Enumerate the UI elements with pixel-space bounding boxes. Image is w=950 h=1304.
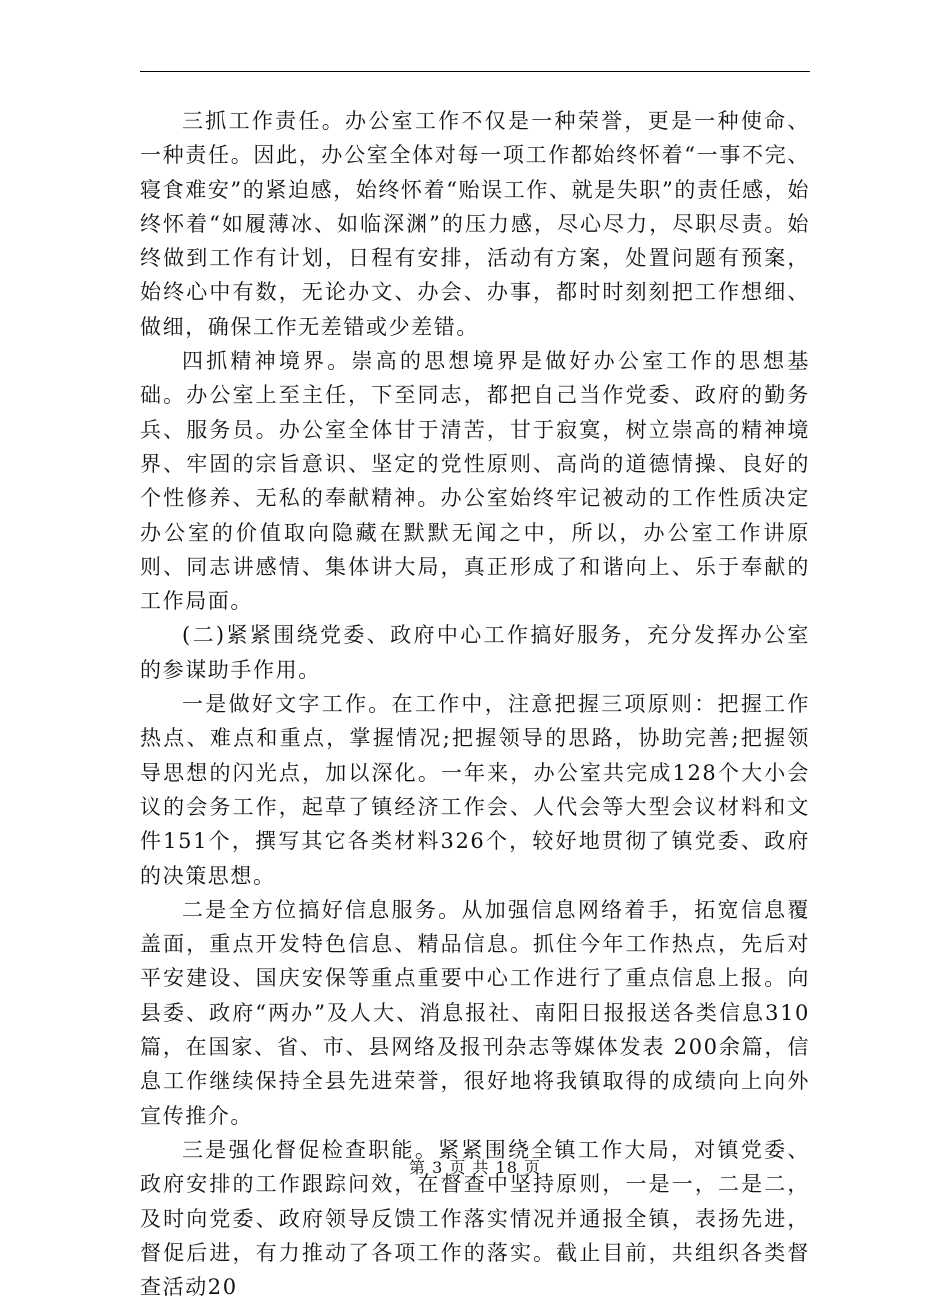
paragraph-writing-work: 一是做好文字工作。在工作中，注意把握三项原则：把握工作热点、难点和重点，掌握情况;把握领导的思路，协助完善;把握领导思想的闪光点，加以深化。一年来，办公室共完成128个大小会议的会务工作，起草了镇经济工作会、人代会等大型会议材料和文件151个，撰写其它各类材料326个，较好地贯彻了镇党委、政府的决策思想。 [140, 692, 810, 888]
section-heading-service: (二)紧紧围绕党委、政府中心工作搞好服务，充分发挥办公室的参谋助手作用。 [140, 623, 810, 682]
page-footer [0, 1155, 950, 1178]
page-number-label: 第 3 页 共 18 页 [409, 1158, 541, 1177]
paragraph-work-responsibility: 三抓工作责任。办公室工作不仅是一种荣誉，更是一种使命、一种责任。因此，办公室全体对每一项工作都始终怀着“一事不完、寝食难安”的紧迫感，始终怀着“贻误工作、就是失职”的责任感，始终怀着“如履薄冰、如临深渊”的压力感，尽心尽力，尽职尽责。始终做到工作有计划，日程有安排，活动有方案，处置问题有预案，始终心中有数，无论办文、办会、办事，都时时刻刻把工作想细、做细，确保工作无差错或少差错。 [140, 109, 810, 339]
paragraph-supervision: 三是强化督促检查职能。紧紧围绕全镇工作大局，对镇党委、政府安排的工作跟踪问效，在督查中坚持原则，一是一，二是二，及时向党委、政府领导反馈工作落实情况并通报全镇，表扬先进，督促后进，有力推动了各项工作的落实。截止目前，共组织各类督查活动20 [140, 1137, 810, 1300]
paragraph-information-service: 二是全方位搞好信息服务。从加强信息网络着手，拓宽信息覆盖面，重点开发特色信息、精品信息。抓住今年工作热点，先后对平安建设、国庆安保等重点重要中心工作进行了重点信息上报。向县委、政府“两办”及人大、消息报社、南阳日报报送各类信息310篇，在国家、省、市、县网络及报刊杂志等媒体发表 200余篇，信息工作继续保持全县先进荣誉，很好地将我镇取得的成绩向上向外宣传推介。 [140, 897, 810, 1128]
paragraph-spiritual-realm: 四抓精神境界。崇高的思想境界是做好办公室工作的思想基础。办公室上至主任，下至同志，都把自己当作党委、政府的勤务兵、服务员。办公室全体甘于清苦，甘于寂寞，树立崇高的精神境界、牢固的宗旨意识、坚定的党性原则、高尚的道德情操、良好的个性修养、无私的奉献精神。办公室始终牢记被动的工作性质决定办公室的价值取向隐藏在默默无闻之中，所以，办公室工作讲原则、同志讲感情、集体讲大局，真正形成了和谐向上、乐于奉献的工作局面。 [140, 349, 810, 614]
document-body [140, 104, 810, 1304]
header-rule [140, 71, 810, 72]
